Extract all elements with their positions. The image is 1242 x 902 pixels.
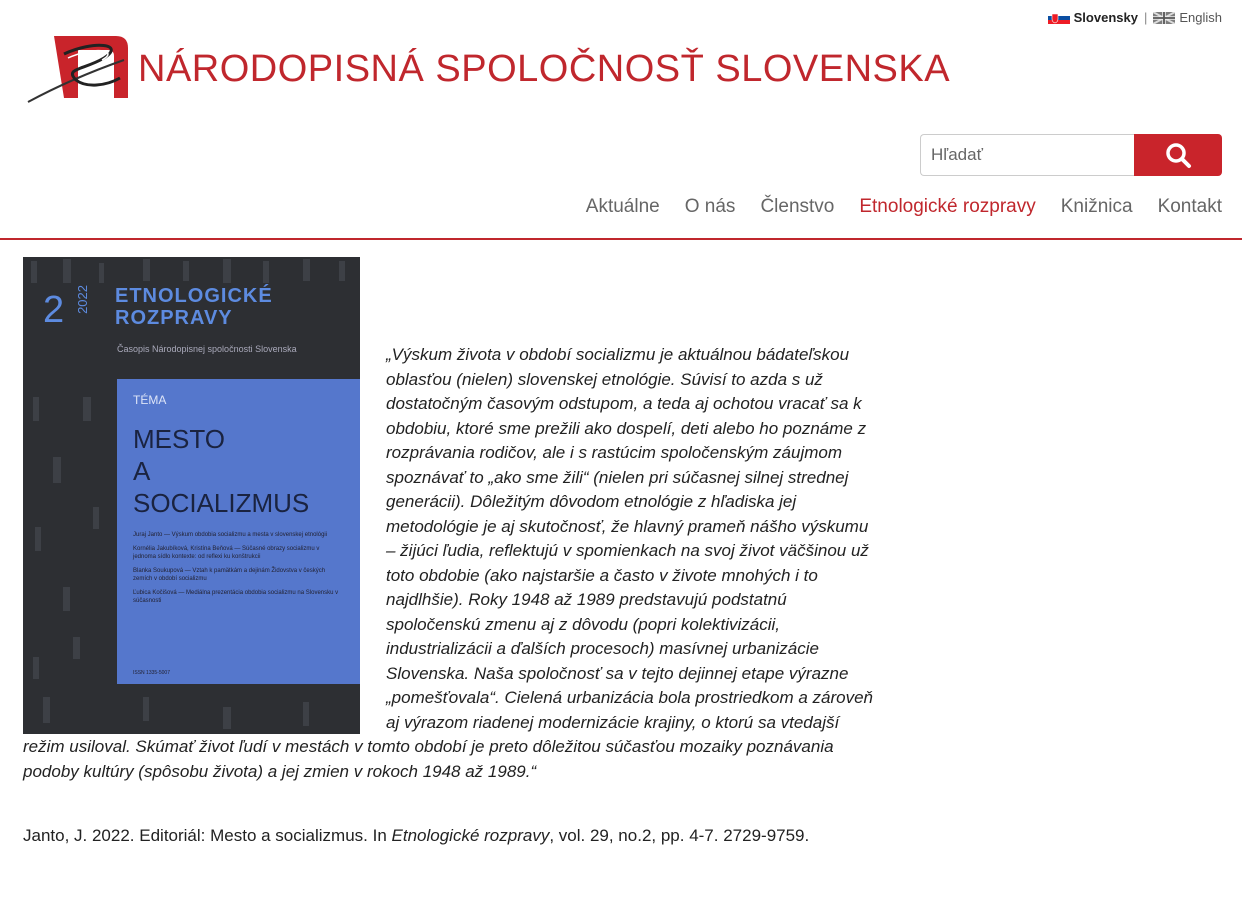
nav-item-kontakt[interactable]: Kontakt [1157,196,1222,217]
cover-topic-title [133,423,309,519]
nav-item-etnologicke-rozpravy[interactable]: Etnologické rozpravy [859,196,1036,217]
main-nav [586,196,1222,218]
slovak-flag-icon[interactable] [1048,12,1070,24]
cover-year: 2022 [75,285,90,314]
cover-issue-number: 2 [43,289,65,331]
nav-item-kniznica[interactable]: Knižnica [1060,196,1133,217]
cover-toc-item: Ľubica Kočišová — Mediálna prezentácia obdobia socializmu na Slovensku v súčasnosti [133,590,339,604]
language-switcher [1048,10,1222,25]
cover-topic-line3: SOCIALIZMUS [133,488,310,518]
site-logo[interactable] [24,28,950,108]
cover-toc-item: Juraj Janto — Výskum obdobia socializmu a mesta v slovenskej etnológii [133,532,328,538]
citation-journal: Etnologické rozpravy [391,826,550,845]
editorial-quote: „Výskum života v období socializmu je aktuálnou bádateľskou oblasťou (nielen) slovenskej etnológie. Súvisí to azda s už dostatočným časovým odstupom, a teda aj ochotou vracať sa k obdobiu, ktoré sme prežili ako dospelí, deti alebo ho poznáme z rozprávania rodičov, ale i s rastúcim spoločenským záujmom spoznávať to „ako sme žili“ (nielen pri súčasnej silnej strednej generácii). Dôležitým dôvodom etnológie z hľadiska jej metodológie je aj skutočnosť, že hlavný prameň nášho výskumu – žijúci ľudia, reflektujú v spomienkach na svoj život väčšinou už toto obdobie (ako najstaršie a často v živote mnohých i to najdlhšie). Roky 1948 až 1989 predstavujú podstatnú spoločenskú zmenu aj z dôvodu (popri kolektivizácii, industrializácii a ďalších procesoch) masívnej urbanizácie Slovenska. Naša spoločnosť sa v tejto dejinnej etape výrazne „pomešťovala“. Cielená urbanizácia bola prostriedkom a zároveň aj výrazom riadenej modernizácie krajiny, o ktorú sa vtedajší režim usiloval. Skúmať život ľudí v mestách v tomto období je preto dôležitou súčasťou mozaiky poznávania podoby kultúry (spôsobu života) a jej zmien v rokoch 1948 až 1989.“ [23,345,873,781]
citation [23,826,809,846]
lang-slovak-link[interactable]: Slovensky [1073,10,1138,25]
cover-journal-title-line2: ROZPRAVY [115,307,233,329]
search-input[interactable] [920,134,1134,176]
site-title[interactable]: NÁRODOPISNÁ SPOLOČNOSŤ SLOVENSKA [138,47,951,90]
cover-journal-title [115,285,273,329]
uk-flag-icon[interactable] [1153,12,1175,24]
cover-tema-label: TÉMA [133,393,167,407]
citation-before: Janto, J. 2022. Editoriál: Mesto a socializmus. In [23,826,392,845]
cover-topic-line2: A [133,456,151,486]
cover-table-of-contents [133,531,343,611]
cover-issn: ISSN 1335-5007 [133,670,170,676]
nav-item-o-nas[interactable]: O nás [684,196,736,217]
logo-mark-icon [24,28,134,108]
lang-english-link[interactable]: English [1179,10,1222,25]
search-form [920,134,1222,176]
cover-topic-line1: MESTO [133,424,225,454]
cover-subtitle: Časopis Národopisnej spoločnosti Slovenska [117,344,297,354]
cover-toc-item: Blanka Soukupová — Vztah k pamätkám a dejinám Židovstva v českých zemích v období socializmu [133,568,326,582]
search-button[interactable] [1134,134,1222,176]
nav-item-aktualne[interactable]: Aktuálne [585,196,660,217]
main-content [23,257,875,784]
header-divider [0,238,1242,240]
search-icon [1164,141,1192,169]
nav-item-clenstvo[interactable]: Členstvo [760,196,835,217]
cover-toc-item: Kornélia Jakubíková, Kristína Beňová — Súčasné obrazy socializmu v jednoma sídlo kontexte: od reflexi ku konštrukcii [133,546,320,560]
cover-journal-title-line1: ETNOLOGICKÉ [115,285,273,307]
cover-topic-box [117,379,360,684]
journal-cover-image [23,257,360,734]
lang-separator: | [1143,10,1148,25]
citation-after: , vol. 29, no.2, pp. 4-7. 2729-9759. [549,826,810,845]
